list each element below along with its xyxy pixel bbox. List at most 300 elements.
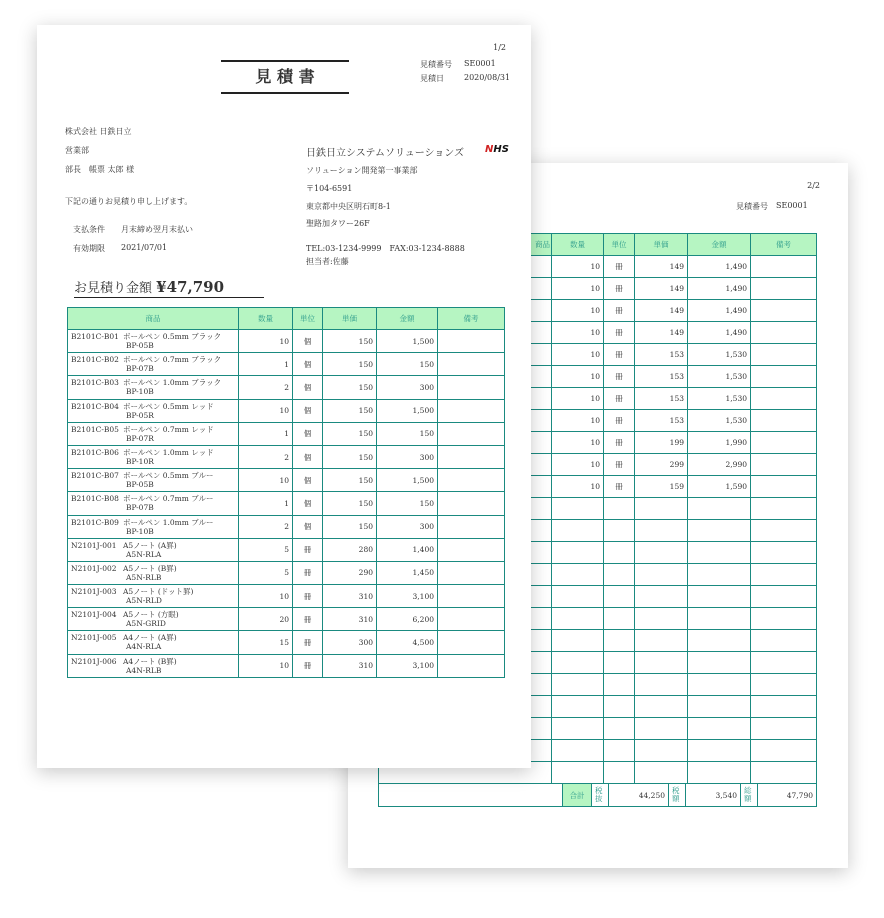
- empty-cell: [552, 520, 604, 542]
- product-name: ボールペン 1.0mm ブラック: [123, 378, 222, 388]
- notes-cell: [438, 492, 505, 515]
- page-number: 1/2: [493, 43, 506, 52]
- empty-cell: [635, 696, 688, 718]
- table-row: [68, 585, 505, 608]
- table-row: [68, 654, 505, 677]
- subtotal-value: 44,250: [608, 784, 668, 806]
- unit: 個: [293, 422, 323, 445]
- product-name: ボールペン 0.7mm レッド: [123, 424, 214, 434]
- valid-label: 有効期限: [73, 244, 105, 253]
- product-sku: BP-05R: [126, 410, 154, 420]
- notes-cell: [438, 330, 505, 353]
- notes-cell: [438, 515, 505, 538]
- empty-cell: [552, 630, 604, 652]
- unit-price: 149: [635, 322, 688, 344]
- empty-cell: [552, 762, 604, 784]
- unit: 冊: [604, 322, 635, 344]
- unit: 冊: [293, 538, 323, 561]
- unit-price: 153: [635, 410, 688, 432]
- table-row: [68, 445, 505, 468]
- empty-cell: [604, 586, 635, 608]
- unit-price: 310: [323, 585, 377, 608]
- column-header: 単価: [323, 308, 377, 330]
- terms-label: 支払条件: [73, 225, 105, 234]
- empty-cell: [635, 630, 688, 652]
- quantity: 10: [552, 278, 604, 300]
- unit: 冊: [604, 454, 635, 476]
- issuer-staff: 担当者:佐藤: [306, 257, 349, 266]
- empty-cell: [552, 718, 604, 740]
- empty-cell: [635, 564, 688, 586]
- client-company: 株式会社 日鉄日立: [65, 127, 132, 136]
- notes-cell: [751, 366, 817, 388]
- product-name: ボールペン 0.5mm ブラック: [123, 332, 222, 341]
- product-code: B2101C-B02: [71, 355, 119, 365]
- notes-cell: [751, 256, 817, 278]
- items-table-1: [67, 307, 505, 678]
- product-cell: [68, 654, 239, 677]
- empty-cell: [552, 498, 604, 520]
- unit-price: 153: [635, 388, 688, 410]
- empty-cell: [688, 564, 751, 586]
- unit: 冊: [604, 366, 635, 388]
- empty-cell: [552, 696, 604, 718]
- empty-cell: [751, 498, 817, 520]
- quote-no: SE0001: [464, 59, 496, 68]
- amount: 6,200: [377, 608, 438, 631]
- column-header: 単位: [293, 308, 323, 330]
- empty-cell: [635, 520, 688, 542]
- empty-cell: [604, 652, 635, 674]
- empty-cell: [635, 586, 688, 608]
- product-cell: [68, 608, 239, 631]
- product-cell: [68, 469, 239, 492]
- quote-amount: [74, 277, 264, 298]
- amount-value: ¥47,790: [156, 278, 225, 296]
- product-name: A5ノート (B罫): [123, 563, 177, 573]
- notes-cell: [438, 631, 505, 654]
- quote-no-label: 見積番号: [420, 60, 452, 69]
- quantity: 10: [552, 476, 604, 498]
- product-name: ボールペン 0.7mm ブラック: [123, 355, 222, 365]
- empty-cell: [688, 520, 751, 542]
- quantity: 10: [552, 454, 604, 476]
- quote-page-1: [37, 25, 531, 768]
- product-sku: BP-07B: [126, 503, 154, 513]
- notes-cell: [438, 399, 505, 422]
- column-header: 備考: [438, 308, 505, 330]
- empty-cell: [751, 630, 817, 652]
- product-name: A4ノート (B罫): [123, 656, 177, 666]
- document-title: 見 積 書: [221, 60, 349, 94]
- quantity: 10: [239, 585, 293, 608]
- subtotal-label: 税抜: [591, 784, 608, 806]
- product-cell: [68, 538, 239, 561]
- empty-cell: [635, 542, 688, 564]
- product-sku: A4N-RLA: [126, 642, 162, 652]
- totals-row: [379, 784, 817, 807]
- unit-price: 300: [323, 631, 377, 654]
- empty-cell: [604, 542, 635, 564]
- quantity: 2: [239, 445, 293, 468]
- quantity: 10: [552, 410, 604, 432]
- product-sku: A5N-RLD: [126, 596, 162, 606]
- unit-price: 150: [323, 330, 377, 353]
- product-code: B2101C-B07: [71, 471, 119, 481]
- amount: 1,490: [688, 322, 751, 344]
- product-cell: [68, 515, 239, 538]
- empty-cell: [552, 652, 604, 674]
- empty-cell: [635, 498, 688, 520]
- quantity: 10: [239, 330, 293, 353]
- quantity: 10: [239, 469, 293, 492]
- quote-no-label: 見積番号: [736, 202, 768, 211]
- quantity: 1: [239, 422, 293, 445]
- quantity: 2: [239, 515, 293, 538]
- total-label: 合計: [562, 784, 591, 806]
- column-header: 単価: [635, 234, 688, 256]
- empty-cell: [552, 564, 604, 586]
- amount: 2,990: [688, 454, 751, 476]
- amount: 150: [377, 492, 438, 515]
- grand-total-label: 総額: [740, 784, 757, 806]
- product-sku: A4N-RLB: [126, 665, 162, 675]
- notes-cell: [438, 422, 505, 445]
- amount: 1,530: [688, 344, 751, 366]
- table-row: [68, 469, 505, 492]
- product-code: N2101J-002: [71, 563, 117, 573]
- product-name: ボールペン 1.0mm レッド: [123, 447, 214, 457]
- product-code: N2101J-004: [71, 610, 117, 620]
- issuer-building: 聖路加タワー26F: [306, 219, 370, 228]
- empty-cell: [688, 498, 751, 520]
- nhs-logo: NHS: [485, 144, 509, 155]
- empty-cell: [635, 608, 688, 630]
- notes-cell: [438, 608, 505, 631]
- amount: 1,490: [688, 256, 751, 278]
- notes-cell: [751, 410, 817, 432]
- empty-cell: [635, 652, 688, 674]
- product-sku: A5N-GRID: [126, 619, 166, 629]
- amount: 150: [377, 422, 438, 445]
- notes-cell: [438, 376, 505, 399]
- empty-cell: [604, 762, 635, 784]
- unit-price: 150: [323, 422, 377, 445]
- quantity: 5: [239, 538, 293, 561]
- empty-cell: [688, 608, 751, 630]
- product-cell: [68, 422, 239, 445]
- empty-cell: [635, 718, 688, 740]
- product-code: N2101J-001: [71, 540, 117, 550]
- empty-cell: [552, 586, 604, 608]
- empty-cell: [688, 718, 751, 740]
- product-name: ボールペン 0.7mm ブルー: [123, 494, 214, 504]
- unit: 冊: [293, 585, 323, 608]
- unit-price: 153: [635, 366, 688, 388]
- notes-cell: [438, 654, 505, 677]
- unit-price: 149: [635, 256, 688, 278]
- product-name: A5ノート (A罫): [123, 540, 177, 550]
- unit: 冊: [293, 654, 323, 677]
- column-header: 数量: [552, 234, 604, 256]
- product-cell: [68, 585, 239, 608]
- empty-cell: [688, 696, 751, 718]
- amount: 3,100: [377, 654, 438, 677]
- notes-cell: [438, 469, 505, 492]
- unit-price: 159: [635, 476, 688, 498]
- totals-cell: [379, 784, 817, 807]
- product-code: B2101C-B04: [71, 401, 119, 411]
- table-row: [68, 330, 505, 353]
- issuer-zip: 〒104-6591: [306, 184, 353, 193]
- quantity: 10: [552, 344, 604, 366]
- table-row: [68, 353, 505, 376]
- quantity: 15: [239, 631, 293, 654]
- product-code: B2101C-B09: [71, 517, 119, 527]
- empty-cell: [635, 674, 688, 696]
- product-name: A5ノート (方眼): [123, 610, 179, 620]
- notes-cell: [751, 344, 817, 366]
- table-row: [68, 422, 505, 445]
- grand-total-value: 47,790: [757, 784, 816, 806]
- empty-cell: [751, 740, 817, 762]
- unit: 冊: [293, 561, 323, 584]
- column-header: 商品: [68, 308, 239, 330]
- product-code: B2101C-B06: [71, 447, 119, 457]
- unit-price: 299: [635, 454, 688, 476]
- amount: 1,530: [688, 366, 751, 388]
- unit: 冊: [604, 432, 635, 454]
- empty-cell: [552, 674, 604, 696]
- quantity: 20: [239, 608, 293, 631]
- quantity: 10: [239, 654, 293, 677]
- product-cell: [68, 376, 239, 399]
- empty-cell: [604, 498, 635, 520]
- empty-cell: [604, 564, 635, 586]
- product-sku: A5N-RLB: [126, 572, 162, 582]
- table-row: [68, 376, 505, 399]
- empty-cell: [751, 762, 817, 784]
- empty-cell: [688, 762, 751, 784]
- quantity: 10: [552, 366, 604, 388]
- product-name: ボールペン 0.5mm レッド: [123, 401, 214, 411]
- unit-price: 150: [323, 515, 377, 538]
- empty-cell: [604, 520, 635, 542]
- notes-cell: [751, 476, 817, 498]
- product-sku: BP-10R: [126, 456, 154, 466]
- product-sku: A5N-RLA: [126, 549, 162, 559]
- empty-cell: [751, 718, 817, 740]
- page-number: 2/2: [807, 181, 820, 190]
- amount: 1,500: [377, 469, 438, 492]
- empty-cell: [604, 718, 635, 740]
- empty-cell: [688, 652, 751, 674]
- amount: 1,990: [688, 432, 751, 454]
- unit: 個: [293, 330, 323, 353]
- product-cell: [68, 353, 239, 376]
- empty-cell: [688, 542, 751, 564]
- amount: 1,400: [377, 538, 438, 561]
- quantity: 1: [239, 353, 293, 376]
- unit: 冊: [604, 256, 635, 278]
- empty-cell: [751, 652, 817, 674]
- empty-cell: [688, 586, 751, 608]
- empty-cell: [635, 762, 688, 784]
- table-row: [68, 631, 505, 654]
- product-sku: BP-05B: [126, 341, 154, 350]
- amount: 300: [377, 376, 438, 399]
- client-person: 部長 帳票 太郎 様: [65, 165, 135, 174]
- unit: 個: [293, 469, 323, 492]
- quantity: 10: [552, 322, 604, 344]
- amount: 300: [377, 445, 438, 468]
- unit-price: 150: [323, 469, 377, 492]
- tax-value: 3,540: [685, 784, 740, 806]
- unit: 冊: [604, 344, 635, 366]
- amount: 4,500: [377, 631, 438, 654]
- column-header: 金額: [377, 308, 438, 330]
- unit-price: 290: [323, 561, 377, 584]
- empty-cell: [751, 520, 817, 542]
- notes-cell: [438, 353, 505, 376]
- unit-price: 280: [323, 538, 377, 561]
- unit-price: 150: [323, 353, 377, 376]
- notes-cell: [751, 322, 817, 344]
- empty-cell: [751, 608, 817, 630]
- column-header: 数量: [239, 308, 293, 330]
- quantity: 5: [239, 561, 293, 584]
- product-name: ボールペン 0.5mm ブルー: [123, 471, 214, 481]
- quote-date: 2020/08/31: [464, 73, 511, 82]
- table-row: [68, 561, 505, 584]
- unit: 冊: [604, 388, 635, 410]
- amount: 1,530: [688, 410, 751, 432]
- unit: 個: [293, 399, 323, 422]
- amount: 1,590: [688, 476, 751, 498]
- unit: 個: [293, 515, 323, 538]
- amount: 1,490: [688, 278, 751, 300]
- issuer-tel-fax: TEL:03-1234-9999 FAX:03-1234-8888: [306, 244, 465, 253]
- unit: 個: [293, 492, 323, 515]
- product-sku: BP-07B: [126, 364, 154, 374]
- valid-until: 2021/07/01: [121, 243, 168, 252]
- issuer-division: ソリューション開発第一事業部: [306, 166, 418, 175]
- quantity: 10: [552, 432, 604, 454]
- product-cell: [68, 399, 239, 422]
- amount-label: お見積り金額: [74, 281, 153, 296]
- quantity: 10: [552, 300, 604, 322]
- empty-cell: [604, 630, 635, 652]
- amount: 1,500: [377, 330, 438, 353]
- empty-cell: [635, 740, 688, 762]
- amount: 1,500: [377, 399, 438, 422]
- product-cell: [68, 561, 239, 584]
- column-header: 備考: [751, 234, 817, 256]
- product-code: N2101J-006: [71, 656, 117, 666]
- product-code: N2101J-005: [71, 633, 117, 643]
- unit-price: 199: [635, 432, 688, 454]
- notes-cell: [438, 445, 505, 468]
- table-row: [68, 492, 505, 515]
- table-row: [68, 538, 505, 561]
- empty-cell: [552, 740, 604, 762]
- column-header: 商品: [379, 234, 552, 256]
- product-sku: BP-07R: [126, 433, 154, 443]
- unit-price: 150: [323, 445, 377, 468]
- unit: 冊: [293, 608, 323, 631]
- quantity: 10: [552, 256, 604, 278]
- column-header: 金額: [688, 234, 751, 256]
- empty-cell: [751, 586, 817, 608]
- empty-cell: [604, 674, 635, 696]
- notes-cell: [751, 454, 817, 476]
- table-row: [68, 608, 505, 631]
- amount: 1,450: [377, 561, 438, 584]
- amount: 150: [377, 353, 438, 376]
- unit: 冊: [293, 631, 323, 654]
- quantity: 1: [239, 492, 293, 515]
- quantity: 10: [552, 388, 604, 410]
- table-row: [68, 399, 505, 422]
- empty-cell: [604, 740, 635, 762]
- unit: 冊: [604, 300, 635, 322]
- unit: 個: [293, 376, 323, 399]
- empty-cell: [688, 674, 751, 696]
- unit-price: 149: [635, 278, 688, 300]
- notes-cell: [751, 432, 817, 454]
- greeting: 下記の通りお見積り申し上げます。: [65, 197, 193, 206]
- product-name: A4ノート (A罫): [123, 633, 177, 643]
- empty-cell: [751, 696, 817, 718]
- column-header: 単位: [604, 234, 635, 256]
- tax-label: 税額: [668, 784, 685, 806]
- quote-no: SE0001: [776, 201, 808, 210]
- amount: 1,490: [688, 300, 751, 322]
- unit-price: 150: [323, 399, 377, 422]
- product-name: A5ノート (ドット罫): [123, 587, 194, 597]
- issuer-address: 東京都中央区明石町8-1: [306, 202, 391, 211]
- product-sku: BP-05B: [126, 480, 154, 490]
- empty-cell: [751, 564, 817, 586]
- product-code: B2101C-B05: [71, 424, 119, 434]
- product-code: N2101J-003: [71, 587, 117, 597]
- product-name: ボールペン 1.0mm ブルー: [123, 517, 214, 527]
- unit-price: 150: [323, 376, 377, 399]
- unit: 個: [293, 353, 323, 376]
- quantity: 10: [239, 399, 293, 422]
- date-label: 見積日: [420, 74, 444, 83]
- empty-cell: [552, 608, 604, 630]
- notes-cell: [438, 585, 505, 608]
- unit: 冊: [604, 410, 635, 432]
- unit: 冊: [604, 278, 635, 300]
- notes-cell: [751, 300, 817, 322]
- empty-cell: [688, 740, 751, 762]
- product-sku: BP-10B: [126, 526, 154, 536]
- terms: 月末締め翌月末払い: [121, 225, 193, 234]
- empty-cell: [604, 696, 635, 718]
- product-cell: [68, 445, 239, 468]
- amount: 300: [377, 515, 438, 538]
- quantity: 2: [239, 376, 293, 399]
- unit-price: 149: [635, 300, 688, 322]
- unit-price: 310: [323, 608, 377, 631]
- product-code: B2101C-B01: [71, 332, 119, 341]
- empty-cell: [604, 608, 635, 630]
- notes-cell: [751, 278, 817, 300]
- empty-cell: [688, 630, 751, 652]
- product-code: B2101C-B08: [71, 494, 119, 504]
